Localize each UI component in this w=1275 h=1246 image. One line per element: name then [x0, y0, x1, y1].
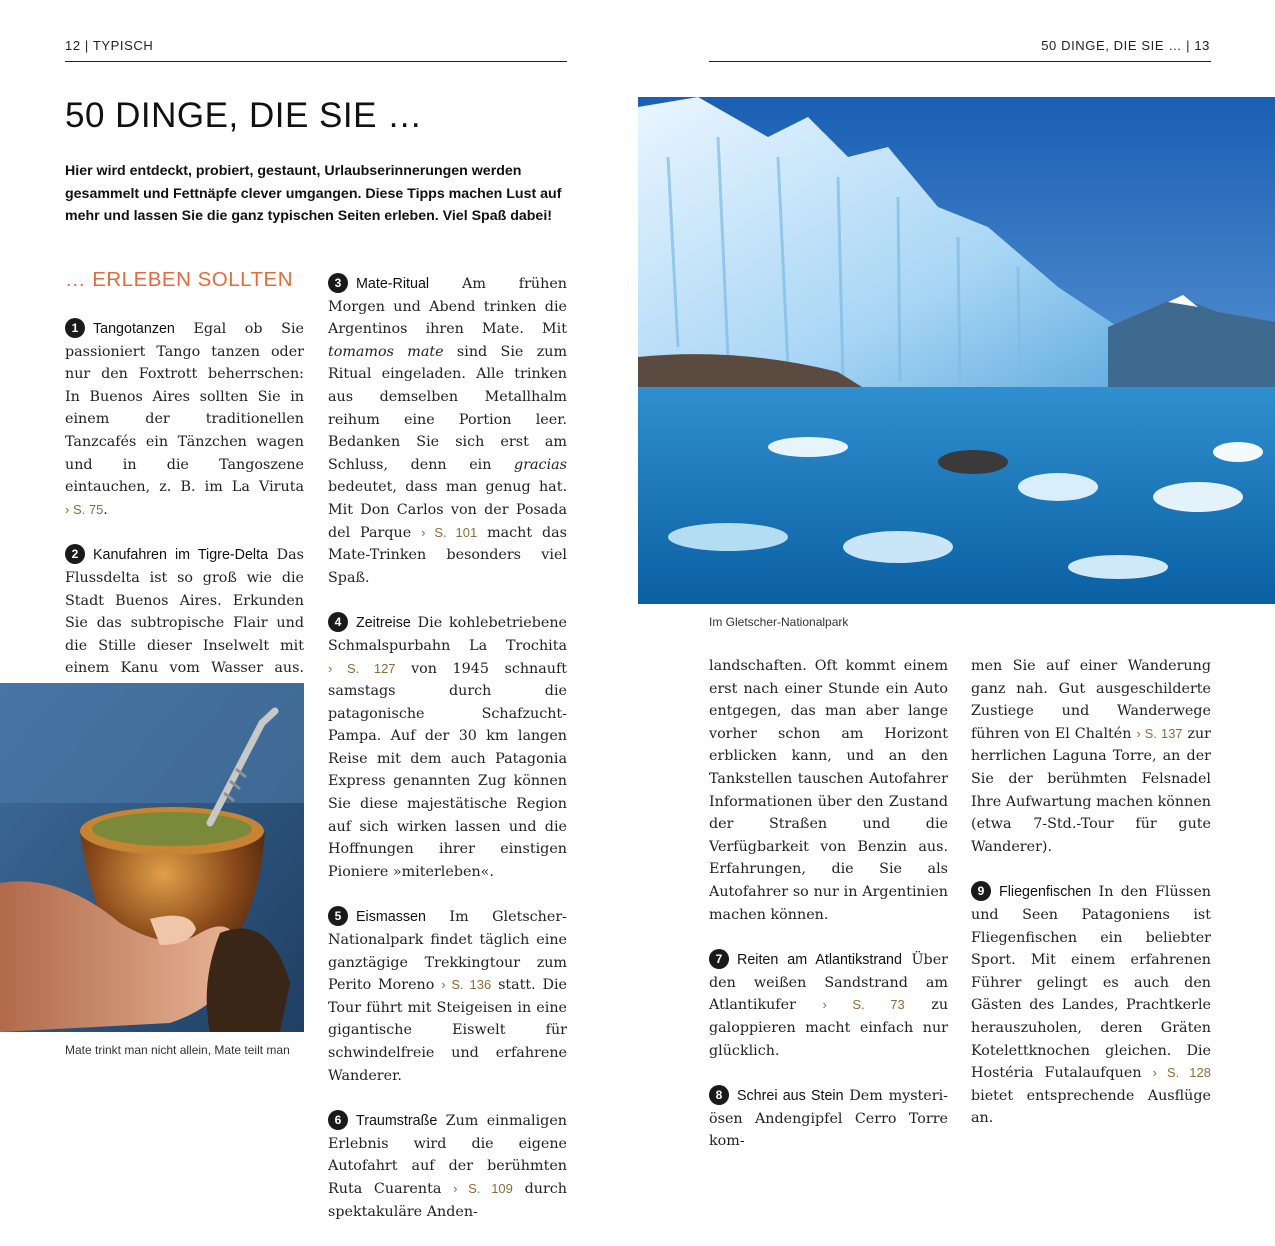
tip-text: Egal ob Sie passioniert Tango tanzen oder nur den Foxtrott beherrschen: In Buenos Aires sollten Sie in einem der traditionellen Tanzcafés ein Tänzchen wagen und in die Tangoszene eintauchen, z. B. im La Viruta — [65, 321, 304, 496]
page-reference-link[interactable]: › S. 73 — [822, 997, 905, 1013]
mate-photo — [0, 683, 304, 1032]
tip-8 — [709, 1085, 948, 1153]
glacier-photo — [638, 97, 1275, 604]
photo-caption-left: Mate trinkt man nicht allein, Mate teilt man — [65, 1043, 290, 1057]
tip-title: Reiten am Atlantikstrand — [737, 952, 902, 969]
tip-9 — [971, 881, 1211, 1130]
tip-number-badge: 6 — [328, 1110, 348, 1130]
tip-4 — [328, 612, 567, 883]
tip-title: Schrei aus Stein — [737, 1088, 844, 1105]
page-reference-link[interactable]: › S. 128 — [1152, 1065, 1212, 1081]
column-4 — [971, 655, 1211, 1153]
tip-text: In den Flüssen und Seen Patagoniens ist Fliegenfischen ein beliebter Sport. Mit einem erfahrenen Führer gelingt es auch den Gästen des Landes, Prachtkerle herauszuholen, deren Gräten Kotelettknochen gleichen. Die Hostéria Futalaufquen — [971, 884, 1211, 1082]
tip-number-badge: 8 — [709, 1085, 729, 1105]
tip-text: bedeutet, dass man genug hat. Mit Don Carlos von der Posada del Parque — [328, 479, 567, 541]
tip-text: sind Sie zum Ritual eingeladen. Alle trinken aus demselben Metallhalm reihum eine Portion leer. Bedanken Sie sich erst am Schluss, denn ein — [328, 343, 567, 473]
tip-text: zu galoppieren macht einfach nur glücklich. — [709, 997, 949, 1059]
page-reference-link[interactable]: › S. 109 — [453, 1180, 513, 1196]
tip-5 — [328, 906, 567, 1087]
running-head-left: 12 | TYPISCH — [65, 38, 154, 53]
tip-6-full-text — [0, 0, 1, 1]
column-2 — [328, 273, 567, 1246]
tip-text: bietet entsprechende Ausflüge an. — [971, 1087, 1211, 1127]
page-reference-link[interactable]: › S. 127 — [328, 660, 396, 676]
tip-text: Im Gletscher-Nationalpark findet täglich eine ganztägige Trekkingtour zum Perito Moreno — [328, 909, 567, 994]
tip-text: Die kohlebetriebene Schmalspurbahn La Trochita — [328, 615, 567, 654]
tip-title: Fliegenfischen — [999, 884, 1092, 901]
tip-text: zur herrlichen Laguna Torre, an der Sie der berühmten Felsnadel Ihre Aufwartung machen können (etwa 7-Std.-Tour für gute Wanderer). — [971, 725, 1212, 855]
tip-title: Tangotanzen — [93, 321, 175, 337]
running-head-right: 50 DINGE, DIE SIE … | 13 — [1041, 38, 1210, 53]
photo-caption-right: Im Gletscher-Nationalpark — [709, 615, 849, 629]
tip-text: Das Flussdelta ist so groß wie die Stadt Buenos Aires. Erkunden Sie das subtropische Flair und die Stille dieser Inselwelt mit einem Kanu vom Wasser aus. — [65, 547, 304, 677]
tip-text: Zum einmaligen Erlebnis wird die eigene Autofahrt auf der berühmten Ruta Cuarenta — [328, 1113, 567, 1197]
tip-title: Traumstraße — [356, 1113, 438, 1130]
tip-number-badge: 4 — [328, 612, 348, 632]
tip-title: Mate-Ritual — [356, 276, 430, 292]
tip-title: Zeitreise — [356, 615, 411, 632]
tip-number-badge: 7 — [709, 949, 729, 969]
tip-text: men Sie auf einer Wanderung ganz nah. Gut ausgeschilderte Zustiege und Wanderwege führen von El Chaltén — [971, 658, 1211, 742]
column-3 — [709, 655, 948, 1176]
tip-text: landschaften. Oft kommt einem erst nach einer Stunde ein Auto entgegen, das man aber lange vorher schon am Horizont erblicken kann, und an den Tankstellen tauschen Autofahrer Informationen über den Zustand der Straßen und die Verfügbarkeit von Benzin aus. Erfahrungen, die Sie als Autofahrer so nur in Argentinien machen können. — [709, 658, 948, 923]
tip-text-end: macht das Mate-Trinken besonders viel Spaß. — [328, 524, 567, 586]
page-reference-link[interactable]: › S. 75 — [65, 501, 104, 517]
tip-text-italic: tomamos mate — [328, 343, 444, 360]
tip-text: Über den weißen Sandstrand am Atlantikufer — [709, 952, 948, 1014]
tip-8-continued — [971, 655, 1211, 858]
tip-3 — [328, 273, 567, 589]
tip-text: Am frühen Morgen und Abend trinken die Argentinos ihren Mate. Mit — [328, 276, 568, 338]
tip-7 — [709, 949, 948, 1062]
page-reference-link[interactable]: › S. 137 — [1136, 725, 1183, 741]
glacier-illustration — [638, 97, 1275, 604]
page-title: 50 DINGE, DIE SIE … — [65, 96, 423, 135]
tip-title: Eismassen — [356, 909, 426, 926]
header-rule-left — [65, 61, 567, 62]
tip-number-badge: 9 — [971, 881, 991, 901]
tip-text-end: . — [103, 501, 108, 518]
tip-text: Dem mysteri-ösen Andengipfel Cerro Torre kom- — [709, 1088, 949, 1150]
tip-number-badge: 5 — [328, 906, 348, 926]
tip-title: Kanufahren im Tigre-Delta — [93, 547, 269, 564]
header-rule-right — [709, 61, 1211, 62]
tip-number-badge: 2 — [65, 544, 85, 564]
page-reference-link[interactable]: › S. 101 — [421, 524, 478, 540]
page-reference-link[interactable]: › S. 136 — [441, 977, 492, 993]
tip-text: von 1945 schnauft samstags durch die patagonische Schafzucht-Pampa. Auf der 30 km langen Reise mit dem auch Patagonia Express genannten Zug können Sie diese majestätische Region auf sich wirken lassen und die Hoffnungen ihrer einstigen Pioniere »miterleben«. — [328, 660, 568, 880]
mate-gourd-illustration — [0, 683, 304, 1032]
intro-text: Hier wird entdeckt, probiert, gestaunt, Urlaubserinnerungen werden gesammelt und Fettnäpfe clever umgangen. Diese Tipps machen Lust auf mehr und lassen Sie die ganz typischen Seiten erleben. Viel Spaß dabei! — [65, 163, 562, 224]
tip-6-continued — [709, 655, 948, 926]
tip-text: statt. Die Tour führt mit Steigeisen in eine gigantische Eiswelt für schwindelfreie und erfahrene Wanderer. — [328, 977, 568, 1084]
tip-text: durch spektakuläre Anden- — [328, 1180, 568, 1220]
tip-1 — [65, 318, 304, 521]
tip-text-italic: gracias — [514, 456, 567, 473]
section-heading: … ERLEBEN SOLLTEN — [65, 268, 293, 291]
tip-number-badge: 3 — [328, 273, 348, 293]
tip-6 — [328, 1110, 567, 1223]
tip-number-badge: 1 — [65, 318, 85, 338]
